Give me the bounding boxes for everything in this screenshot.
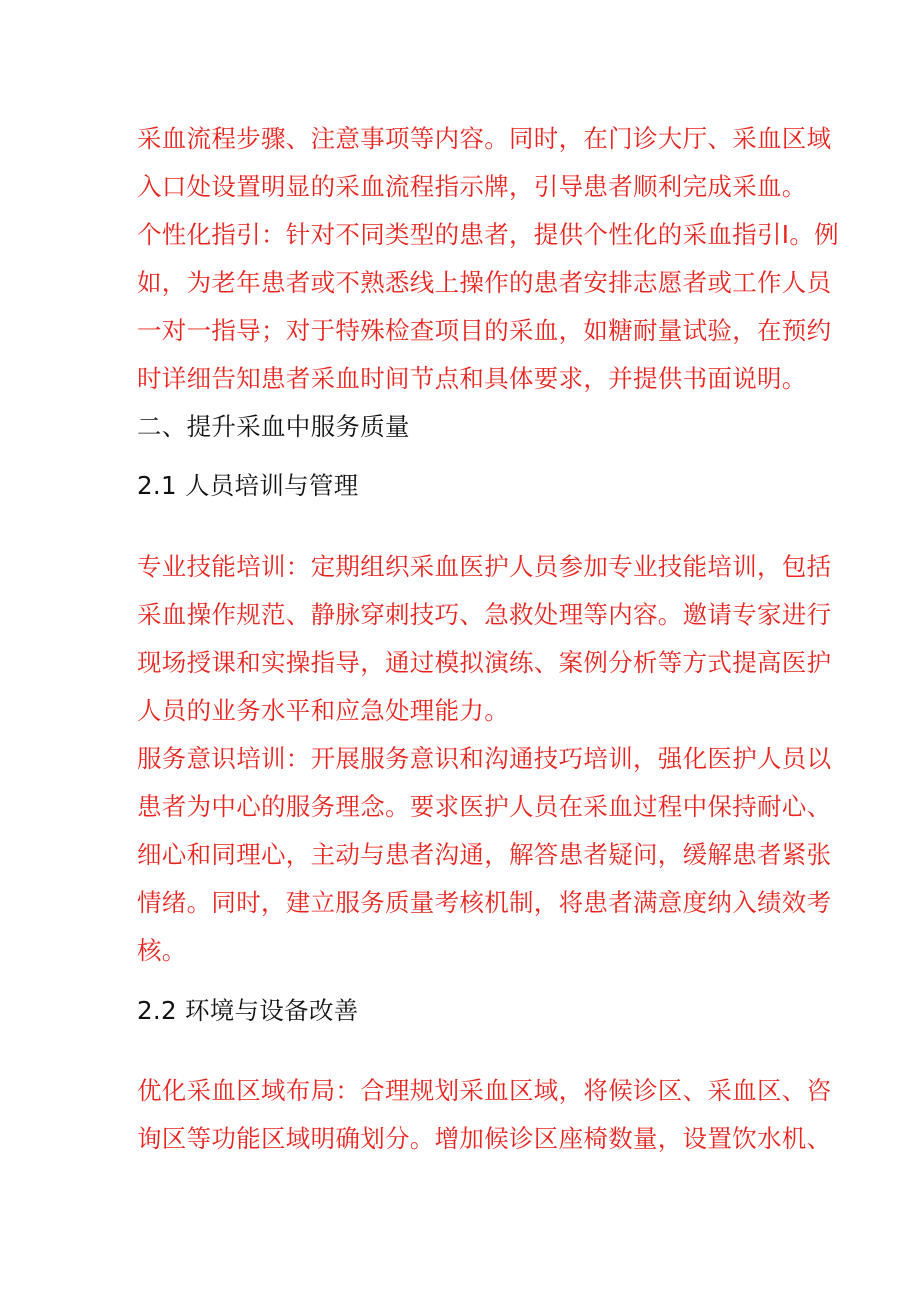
paragraph-line: 个性化指引：针对不同类型的患者，提供个性化的采血指引I。例 [137, 220, 839, 249]
paragraph-line: 时详细告知患者采血时间节点和具体要求，并提供书面说明。 [137, 364, 807, 393]
paragraph-line: 询区等功能区域明确划分。增加候诊区座椅数量，设置饮水机、 [137, 1124, 832, 1153]
subsection-heading: 2.2 环境与设备改善 [137, 996, 359, 1025]
paragraph-line: 细心和同理心，主动与患者沟通，解答患者疑问，缓解患者紧张 [137, 840, 832, 869]
paragraph-line: 核。 [137, 936, 187, 965]
paragraph-line: 如，为老年患者或不熟悉线上操作的患者安排志愿者或工作人员 [137, 268, 832, 297]
paragraph-line: 服务意识培训：开展服务意识和沟通技巧培训，强化医护人员以 [137, 744, 832, 773]
paragraph-line: 现场授课和实操指导，通过模拟演练、案例分析等方式提高医护 [137, 648, 832, 677]
paragraph-line: 入口处设置明显的采血流程指示牌，引导患者顺利完成采血。 [137, 172, 807, 201]
paragraph-line: 患者为中心的服务理念。要求医护人员在采血过程中保持耐心、 [137, 792, 832, 821]
paragraph-line: 人员的业务水平和应急处理能力。 [137, 696, 509, 725]
paragraph-line: 情绪。同时，建立服务质量考核机制，将患者满意度纳入绩效考 [137, 888, 832, 917]
paragraph-line: 一对一指导；对于特殊检查项目的采血，如糖耐量试验，在预约 [137, 316, 832, 345]
subsection-heading: 2.1 人员培训与管理 [137, 471, 359, 500]
section-heading: 二、提升采血中服务质量 [137, 412, 410, 441]
paragraph-line: 采血流程步骤、注意事项等内容。同时，在门诊大厅、采血区域 [137, 124, 832, 153]
paragraph-line: 优化采血区域布局：合理规划采血区域，将候诊区、采血区、咨 [137, 1076, 832, 1105]
paragraph-line: 采血操作规范、静脉穿刺技巧、急救处理等内容。邀请专家进行 [137, 600, 832, 629]
paragraph-line: 专业技能培训：定期组织采血医护人员参加专业技能培训，包括 [137, 552, 832, 581]
